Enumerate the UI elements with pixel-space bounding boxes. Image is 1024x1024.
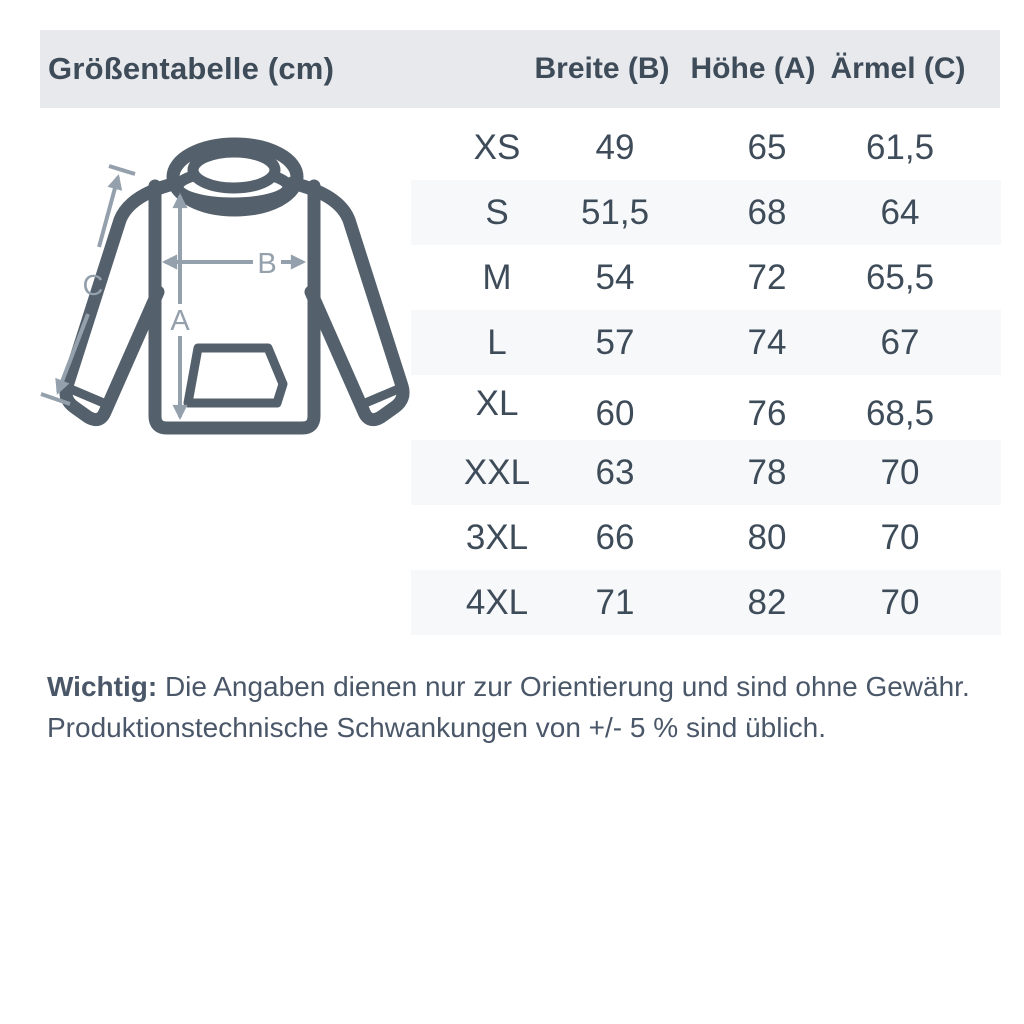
hood-inner-ring: [193, 152, 275, 188]
disclaimer-line-2: Produktionstechnische Schwankungen von +/- 5 % sind üblich.: [47, 712, 827, 743]
table-row-4xl: [411, 570, 1001, 635]
disclaimer-important-label: Wichtig:: [47, 671, 158, 702]
aermel-value: 70: [880, 582, 920, 622]
breite-value: 54: [595, 257, 635, 297]
hoehe-value: 82: [747, 582, 787, 622]
aermel-value: 70: [880, 452, 920, 492]
dimension-tick-c-top: [109, 166, 135, 174]
table-row-m: [411, 245, 1001, 310]
size-label: S: [485, 192, 509, 232]
table-row-3xl: [411, 505, 1001, 570]
disclaimer: [47, 666, 977, 748]
size-label: XXL: [463, 452, 531, 492]
hoodie-diagram: [30, 120, 430, 460]
aermel-value: 68,5: [865, 393, 935, 433]
breite-value: 57: [595, 322, 635, 362]
disclaimer-line-1: [47, 666, 977, 707]
aermel-value: 61,5: [865, 127, 935, 167]
size-label: M: [482, 257, 512, 297]
hoehe-value: 74: [747, 322, 787, 362]
aermel-value: 65,5: [865, 257, 935, 297]
size-label: 4XL: [465, 582, 529, 622]
dimension-label-c: C: [82, 270, 104, 302]
size-label: L: [487, 322, 507, 362]
table-row-xxl: [411, 440, 1001, 505]
hoehe-value: 68: [747, 192, 787, 232]
breite-value: 66: [595, 517, 635, 557]
table-row-xl: [411, 375, 1001, 440]
hoehe-value: 80: [747, 517, 787, 557]
dimension-label-b: B: [257, 248, 277, 280]
table-row-xs: [411, 115, 1001, 180]
page-title: Größentabelle (cm): [48, 51, 335, 86]
table-header-bar: [40, 30, 1000, 108]
hoehe-value: 65: [747, 127, 787, 167]
hoehe-value: 72: [747, 257, 787, 297]
breite-value: 71: [595, 582, 635, 622]
aermel-value: 70: [880, 517, 920, 557]
column-header-hoehe: Höhe (A): [690, 52, 816, 85]
size-table: [411, 115, 1001, 635]
table-row-l: [411, 310, 1001, 375]
size-label: 3XL: [465, 517, 529, 557]
aermel-value: 64: [880, 192, 920, 232]
table-row-s: [411, 180, 1001, 245]
breite-value: 49: [595, 127, 635, 167]
breite-value: 60: [595, 393, 635, 433]
breite-value: 63: [595, 452, 635, 492]
column-header-breite: Breite (B): [534, 52, 670, 85]
column-header-aermel: Ärmel (C): [830, 52, 966, 85]
dimension-label-a: A: [170, 305, 190, 337]
hoodie-pocket: [188, 348, 283, 403]
size-label: XS: [473, 127, 521, 167]
disclaimer-text-1: Die Angaben dienen nur zur Orientierung und sind ohne Gewähr.: [157, 671, 970, 702]
aermel-value: 67: [880, 322, 920, 362]
hoehe-value: 76: [747, 393, 787, 433]
size-label: XL: [475, 383, 519, 423]
hoehe-value: 78: [747, 452, 787, 492]
breite-value: 51,5: [580, 192, 650, 232]
